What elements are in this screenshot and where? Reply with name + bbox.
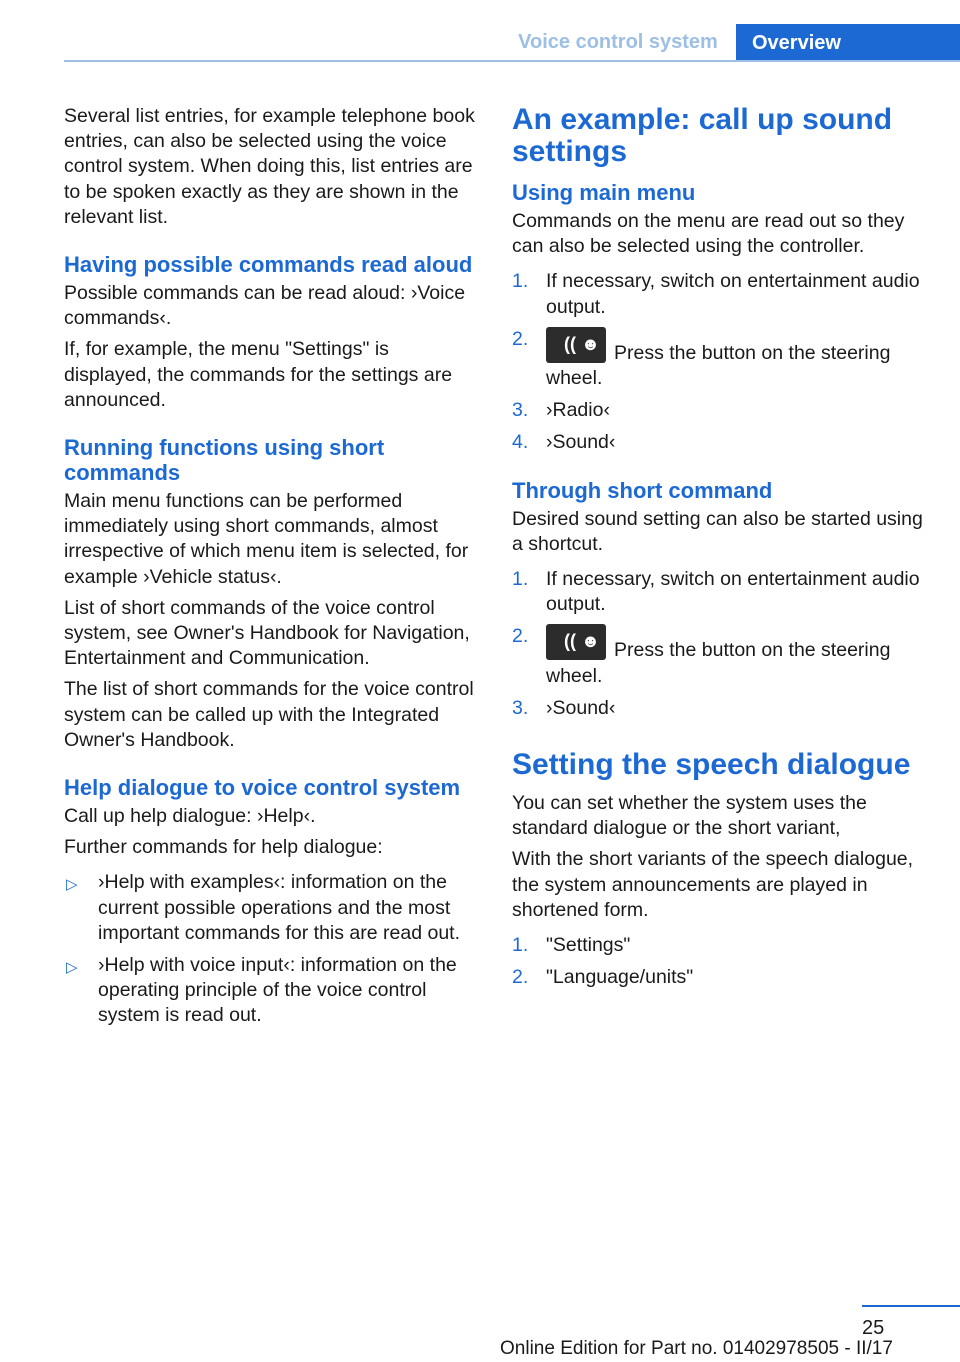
step-text: ›Sound‹ [546, 431, 616, 454]
triangle-bullet-icon: ▷ [66, 959, 78, 977]
list-item [512, 965, 926, 990]
short-commands-paragraph-1: Main menu functions can be performed immediately using short commands, almost irrespective of which menu item is selected, for example ›Vehicle status‹. [64, 490, 469, 588]
help-commands-list [64, 870, 482, 1028]
heading-main-menu: Using main menu [512, 180, 696, 205]
short-commands-paragraph-3: The list of short commands for the voice control system can be called up with the Integrated Owner's Handbook. [64, 678, 474, 751]
step-number: 2. [512, 966, 529, 989]
step-number: 2. [512, 625, 529, 648]
heading-example-sound: An example: call up sound settings [512, 103, 893, 168]
page-number: 25 [862, 1317, 885, 1339]
step-number: 2. [512, 327, 529, 350]
left-column [64, 104, 482, 1036]
step-number: 1. [512, 270, 529, 293]
step-number: 4. [512, 431, 529, 454]
step-text: If necessary, switch on entertainment audio output. [546, 270, 920, 318]
list-item [512, 327, 926, 391]
short-command-paragraph: Desired sound setting can also be started using a shortcut. [512, 507, 923, 555]
list-item [512, 624, 926, 688]
list-item [64, 953, 482, 1029]
footer-rule [862, 1305, 960, 1307]
help-item-text: ›Help with voice input‹: information on the operating principle of the voice control system is read out. [98, 954, 457, 1027]
short-commands-paragraph-2: List of short commands of the voice control system, see Owner's Handbook for Navigation, Entertainment and Communication. [64, 596, 470, 670]
voice-control-button-icon: (( ☻ [546, 327, 606, 363]
step-text: ›Radio‹ [546, 399, 610, 422]
step-number: 3. [512, 399, 529, 422]
step-text: Press the button on the steering wheel. [546, 639, 891, 687]
list-item [512, 567, 926, 617]
step-text: "Settings" [546, 934, 631, 957]
intro-paragraph: Several list entries, for example telephone book entries, can also be selected using the voice control system. When doing this, list entries are to be spoken exactly as they are shown in the relevant list. [64, 105, 475, 228]
heading-short-command: Through short command [512, 477, 773, 503]
page-header [0, 0, 960, 62]
list-item [512, 398, 926, 423]
right-column [512, 104, 926, 997]
triangle-bullet-icon: ▷ [66, 876, 78, 894]
speech-steps [512, 933, 926, 990]
read-aloud-paragraph-2: If, for example, the menu "Settings" is displayed, the commands for the settings are announced. [64, 338, 453, 411]
main-menu-steps [512, 269, 926, 455]
help-paragraph-1: Call up help dialogue: ›Help‹. [64, 805, 316, 828]
step-text: "Language/units" [546, 966, 694, 989]
heading-read-aloud: Having possible commands read aloud [64, 252, 473, 278]
step-number: 1. [512, 568, 529, 591]
step-text: ›Sound‹ [546, 696, 616, 719]
speech-paragraph-2: With the short variants of the speech dialogue, the system announcements are played in shortened form. [512, 848, 914, 921]
read-aloud-paragraph-1: Possible commands can be read aloud: ›Voice commands‹. [64, 282, 466, 330]
heading-short-commands: Running functions using short commands [64, 435, 385, 486]
heading-speech-dialogue: Setting the speech dialogue [512, 748, 911, 782]
step-text: If necessary, switch on entertainment audio output. [546, 568, 920, 616]
header-tab-overview: Overview [736, 24, 960, 62]
heading-help-dialogue: Help dialogue to voice control system [64, 775, 461, 801]
list-item [512, 269, 926, 319]
help-paragraph-2: Further commands for help dialogue: [64, 836, 383, 859]
step-number: 1. [512, 934, 529, 957]
edition-line: Online Edition for Part no. 01402978505 - II/17 [500, 1338, 893, 1359]
voice-control-button-icon: (( ☻ [546, 624, 606, 660]
list-item [512, 696, 926, 721]
list-item [512, 430, 926, 455]
speech-paragraph-1: You can set whether the system uses the standard dialogue or the short variant, [512, 792, 867, 840]
header-section-title: Voice control system [518, 31, 718, 53]
list-item [512, 933, 926, 958]
help-item-text: ›Help with examples‹: information on the current possible operations and the most important commands for this are read out. [98, 871, 460, 944]
main-menu-paragraph: Commands on the menu are read out so they can also be selected using the controller. [512, 210, 905, 258]
step-text: Press the button on the steering wheel. [546, 341, 891, 390]
header-rule [64, 60, 960, 62]
short-command-steps [512, 567, 926, 721]
list-item [64, 870, 482, 946]
step-number: 3. [512, 696, 529, 719]
